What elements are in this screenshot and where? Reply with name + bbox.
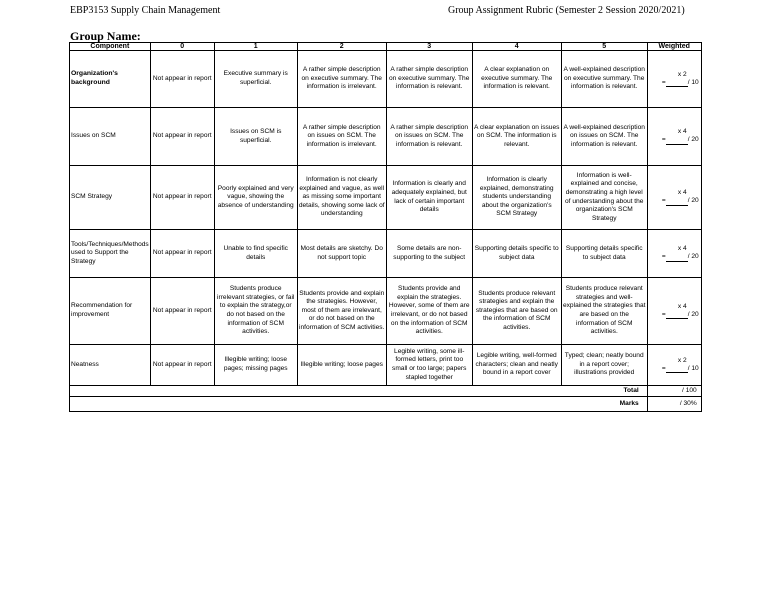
- column-header: 3: [386, 43, 472, 51]
- rubric-cell: Some details are non-supporting to the subject: [386, 230, 472, 278]
- multiplier: x 4: [677, 189, 687, 197]
- column-header: 1: [214, 43, 297, 51]
- rubric-cell: Not appear in report: [150, 51, 214, 108]
- rubric-cell: A rather simple description on issues on SCM. The information is relevant.: [386, 108, 472, 166]
- total-row: [70, 386, 702, 397]
- total-label: Total: [70, 386, 648, 397]
- multiplier: x 4: [677, 128, 687, 136]
- rubric-cell: A rather simple description on issues on SCM. The information is irrelevant.: [297, 108, 386, 166]
- component-cell: Organization's background: [70, 51, 151, 108]
- multiplier: x 2: [677, 356, 687, 364]
- table-row: [70, 108, 702, 166]
- course-title: EBP3153 Supply Chain Management: [70, 5, 221, 16]
- weighted-cell: [647, 166, 701, 230]
- weighted-cell: [647, 230, 701, 278]
- rubric-cell: A rather simple description on executive summary. The information is irrelevant.: [297, 51, 386, 108]
- column-header: Component: [70, 43, 151, 51]
- column-header: 4: [472, 43, 561, 51]
- equals-sign: =: [661, 253, 666, 261]
- header-row: [70, 43, 702, 51]
- score-blank[interactable]: [666, 80, 688, 87]
- component-cell: Neatness: [70, 345, 151, 386]
- multiplier: x 4: [677, 245, 687, 253]
- rubric-cell: Typed; clean; neatly bound in a report cover; illustrations provided: [561, 345, 647, 386]
- rubric-cell: Information is clearly explained, demonstrating students understanding about the organization's SCM Strategy: [472, 166, 561, 230]
- rubric-cell: Students produce irrelevant strategies, or fail to explain the strategy,or do not based on the information of SCM activities.: [214, 278, 297, 345]
- rubric-cell: Unable to find specific details: [214, 230, 297, 278]
- rubric-cell: Illegible writing; loose pages; missing pages: [214, 345, 297, 386]
- equals-sign: =: [661, 197, 666, 205]
- table-row: [70, 278, 702, 345]
- rubric-cell: Not appear in report: [150, 345, 214, 386]
- component-cell: Recommendation for improvement: [70, 278, 151, 345]
- rubric-cell: Supporting details specific to subject data: [472, 230, 561, 278]
- rubric-cell: Students provide and explain the strategies. However, some of them are irrelevant, or do not based on the information of SCM activities.: [386, 278, 472, 345]
- out-of: / 20: [687, 310, 699, 318]
- rubric-cell: Not appear in report: [150, 166, 214, 230]
- rubric-cell: Information is not clearly explained and vague, as well as missing some important details, showing some lack of understanding: [297, 166, 386, 230]
- score-blank[interactable]: [666, 312, 688, 319]
- rubric-cell: Students produce relevant strategies and explain the strategies that are based on the information of SCM activities.: [472, 278, 561, 345]
- multiplier: x 4: [677, 302, 687, 310]
- column-header: 2: [297, 43, 386, 51]
- equals-sign: =: [661, 136, 666, 144]
- rubric-cell: Students produce relevant strategies and well-explained the strategies that are based on the information of SCM activities.: [561, 278, 647, 345]
- rubric-cell: Not appear in report: [150, 278, 214, 345]
- column-header: Weighted: [647, 43, 701, 51]
- table-row: [70, 345, 702, 386]
- rubric-cell: A clear explanation on issues on SCM. The information is relevant.: [472, 108, 561, 166]
- marks-label: Marks: [70, 397, 648, 412]
- out-of: / 20: [687, 253, 699, 261]
- equals-sign: =: [661, 310, 666, 318]
- rubric-cell: A clear explanation on executive summary. The information is relevant.: [472, 51, 561, 108]
- out-of: / 20: [687, 197, 699, 205]
- multiplier: x 2: [677, 70, 687, 78]
- rubric-cell: Legible writing, well-formed characters; clean and neatly bound in a report cover: [472, 345, 561, 386]
- rubric-cell: A well-explained description on issues on SCM. The information is relevant.: [561, 108, 647, 166]
- score-blank[interactable]: [666, 199, 688, 206]
- rubric-cell: Legible writing, some ill-formed letters, print too small or too large; papers stapled together: [386, 345, 472, 386]
- rubric-cell: Not appear in report: [150, 230, 214, 278]
- score-blank[interactable]: [666, 255, 688, 262]
- rubric-cell: Executive summary is superficial.: [214, 51, 297, 108]
- table-row: [70, 51, 702, 108]
- rubric-cell: Illegible writing; loose pages: [297, 345, 386, 386]
- rubric-cell: A rather simple description on executive summary. The information is relevant.: [386, 51, 472, 108]
- out-of: / 20: [687, 136, 699, 144]
- marks-value: / 30%: [647, 397, 701, 412]
- out-of: / 10: [687, 78, 699, 86]
- component-cell: Issues on SCM: [70, 108, 151, 166]
- rubric-cell: Supporting details specific to subject data: [561, 230, 647, 278]
- equals-sign: =: [661, 78, 666, 86]
- rubric-cell: Most details are sketchy. Do not support topic: [297, 230, 386, 278]
- table-row: [70, 230, 702, 278]
- weighted-cell: [647, 51, 701, 108]
- rubric-cell: Students provide and explain the strategies. However, most of them are irrelevant, or do not based on the information of SCM activities.: [297, 278, 386, 345]
- score-blank[interactable]: [666, 366, 688, 373]
- column-header: 0: [150, 43, 214, 51]
- group-name-label: Group Name:: [70, 29, 141, 43]
- marks-row: [70, 397, 702, 412]
- rubric-table: [69, 42, 702, 412]
- rubric-cell: Information is well-explained and concise, demonstrating a high level of understanding about the organization's SCM Strategy: [561, 166, 647, 230]
- rubric-cell: Not appear in report: [150, 108, 214, 166]
- total-value: / 100: [647, 386, 701, 397]
- rubric-cell: Issues on SCM is superficial.: [214, 108, 297, 166]
- score-blank[interactable]: [666, 138, 688, 145]
- rubric-cell: Poorly explained and very vague, showing the absence of understanding: [214, 166, 297, 230]
- weighted-cell: [647, 345, 701, 386]
- component-cell: Tools/Techniques/Methods used to Support the Strategy: [70, 230, 151, 278]
- equals-sign: =: [661, 364, 666, 372]
- weighted-cell: [647, 108, 701, 166]
- table-row: [70, 166, 702, 230]
- rubric-cell: Information is clearly and adequately explained, but lack of certain important details: [386, 166, 472, 230]
- out-of: / 10: [687, 364, 699, 372]
- weighted-cell: [647, 278, 701, 345]
- rubric-cell: A well-explained description on executive summary. The information is relevant.: [561, 51, 647, 108]
- document-title: Group Assignment Rubric (Semester 2 Session 2020/2021): [448, 5, 685, 16]
- column-header: 5: [561, 43, 647, 51]
- component-cell: SCM Strategy: [70, 166, 151, 230]
